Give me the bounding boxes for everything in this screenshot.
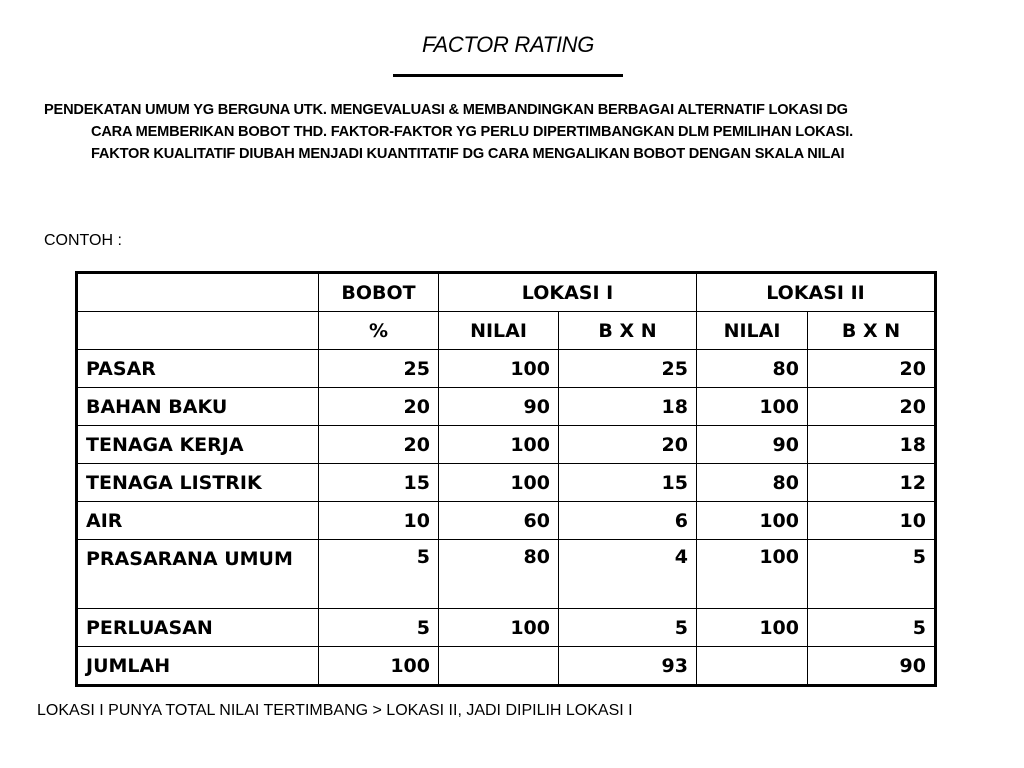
table-row bbox=[77, 350, 936, 388]
nilai-2-cell: 90 bbox=[697, 426, 808, 464]
header-bobot: BOBOT bbox=[319, 273, 439, 312]
example-label: CONTOH : bbox=[44, 232, 122, 249]
table-header-row-2 bbox=[77, 312, 936, 350]
bobot-cell: 15 bbox=[319, 464, 439, 502]
nilai-2-cell: 80 bbox=[697, 350, 808, 388]
bxn-1-cell: 20 bbox=[559, 426, 697, 464]
bxn-1-cell: 18 bbox=[559, 388, 697, 426]
table-total-row bbox=[77, 647, 936, 686]
header-lokasi-2: LOKASI II bbox=[697, 273, 936, 312]
total-bobot: 100 bbox=[319, 647, 439, 686]
bxn-2-cell: 10 bbox=[808, 502, 936, 540]
factor-cell: AIR bbox=[77, 502, 319, 540]
bxn-1-cell: 25 bbox=[559, 350, 697, 388]
nilai-1-cell: 60 bbox=[439, 502, 559, 540]
total-bxn-2: 90 bbox=[808, 647, 936, 686]
bxn-1-cell: 4 bbox=[559, 540, 697, 609]
intro-paragraph bbox=[44, 99, 1009, 165]
factor-cell: PRASARANA UMUM bbox=[77, 540, 319, 609]
bxn-2-cell: 20 bbox=[808, 350, 936, 388]
nilai-2-cell: 100 bbox=[697, 502, 808, 540]
bobot-cell: 20 bbox=[319, 426, 439, 464]
table-row bbox=[77, 502, 936, 540]
table-row bbox=[77, 464, 936, 502]
header-nilai-2: NILAI bbox=[697, 312, 808, 350]
factor-cell: PERLUASAN bbox=[77, 609, 319, 647]
intro-line-2: CARA MEMBERIKAN BOBOT THD. FAKTOR-FAKTOR YG PERLU DIPERTIMBANGKAN DLM PEMILIHAN LOKASI. bbox=[91, 124, 854, 140]
header-nilai-1: NILAI bbox=[439, 312, 559, 350]
total-bxn-1: 93 bbox=[559, 647, 697, 686]
bxn-2-cell: 5 bbox=[808, 609, 936, 647]
nilai-1-cell: 100 bbox=[439, 464, 559, 502]
factor-cell: PASAR bbox=[77, 350, 319, 388]
nilai-1-cell: 80 bbox=[439, 540, 559, 609]
nilai-1-cell: 100 bbox=[439, 609, 559, 647]
intro-line-3: FAKTOR KUALITATIF DIUBAH MENJADI KUANTITATIF DG CARA MENGALIKAN BOBOT DENGAN SKALA NILAI bbox=[91, 146, 845, 162]
nilai-1-cell: 100 bbox=[439, 350, 559, 388]
total-nilai-1-empty bbox=[439, 647, 559, 686]
conclusion-text: LOKASI I PUNYA TOTAL NILAI TERTIMBANG > LOKASI II, JADI DIPILIH LOKASI I bbox=[37, 702, 633, 719]
bobot-cell: 5 bbox=[319, 609, 439, 647]
bxn-1-cell: 5 bbox=[559, 609, 697, 647]
bobot-cell: 5 bbox=[319, 540, 439, 609]
nilai-2-cell: 100 bbox=[697, 388, 808, 426]
factor-rating-table bbox=[75, 271, 937, 687]
table-header-row-1 bbox=[77, 273, 936, 312]
header-empty-cell bbox=[77, 273, 319, 312]
bobot-cell: 10 bbox=[319, 502, 439, 540]
factor-cell: BAHAN BAKU bbox=[77, 388, 319, 426]
bobot-cell: 25 bbox=[319, 350, 439, 388]
table-row bbox=[77, 426, 936, 464]
factor-cell: TENAGA KERJA bbox=[77, 426, 319, 464]
nilai-2-cell: 100 bbox=[697, 540, 808, 609]
total-label: JUMLAH bbox=[77, 647, 319, 686]
bxn-1-cell: 6 bbox=[559, 502, 697, 540]
bobot-cell: 20 bbox=[319, 388, 439, 426]
bxn-1-cell: 15 bbox=[559, 464, 697, 502]
header-bxn-1: B X N bbox=[559, 312, 697, 350]
table-row bbox=[77, 388, 936, 426]
table-row bbox=[77, 609, 936, 647]
page-title: FACTOR RATING bbox=[421, 32, 595, 57]
bxn-2-cell: 5 bbox=[808, 540, 936, 609]
factor-cell: TENAGA LISTRIK bbox=[77, 464, 319, 502]
bxn-2-cell: 18 bbox=[808, 426, 936, 464]
bxn-2-cell: 12 bbox=[808, 464, 936, 502]
header-empty-cell bbox=[77, 312, 319, 350]
bxn-2-cell: 20 bbox=[808, 388, 936, 426]
table-row bbox=[77, 540, 936, 609]
nilai-1-cell: 90 bbox=[439, 388, 559, 426]
nilai-2-cell: 100 bbox=[697, 609, 808, 647]
total-nilai-2-empty bbox=[697, 647, 808, 686]
header-lokasi-1: LOKASI I bbox=[439, 273, 697, 312]
intro-line-1: PENDEKATAN UMUM YG BERGUNA UTK. MENGEVALUASI & MEMBANDINGKAN BERBAGAI ALTERNATIF LOKASI DG bbox=[44, 102, 848, 118]
header-percent: % bbox=[319, 312, 439, 350]
nilai-1-cell: 100 bbox=[439, 426, 559, 464]
title-underline bbox=[393, 74, 623, 77]
nilai-2-cell: 80 bbox=[697, 464, 808, 502]
header-bxn-2: B X N bbox=[808, 312, 936, 350]
